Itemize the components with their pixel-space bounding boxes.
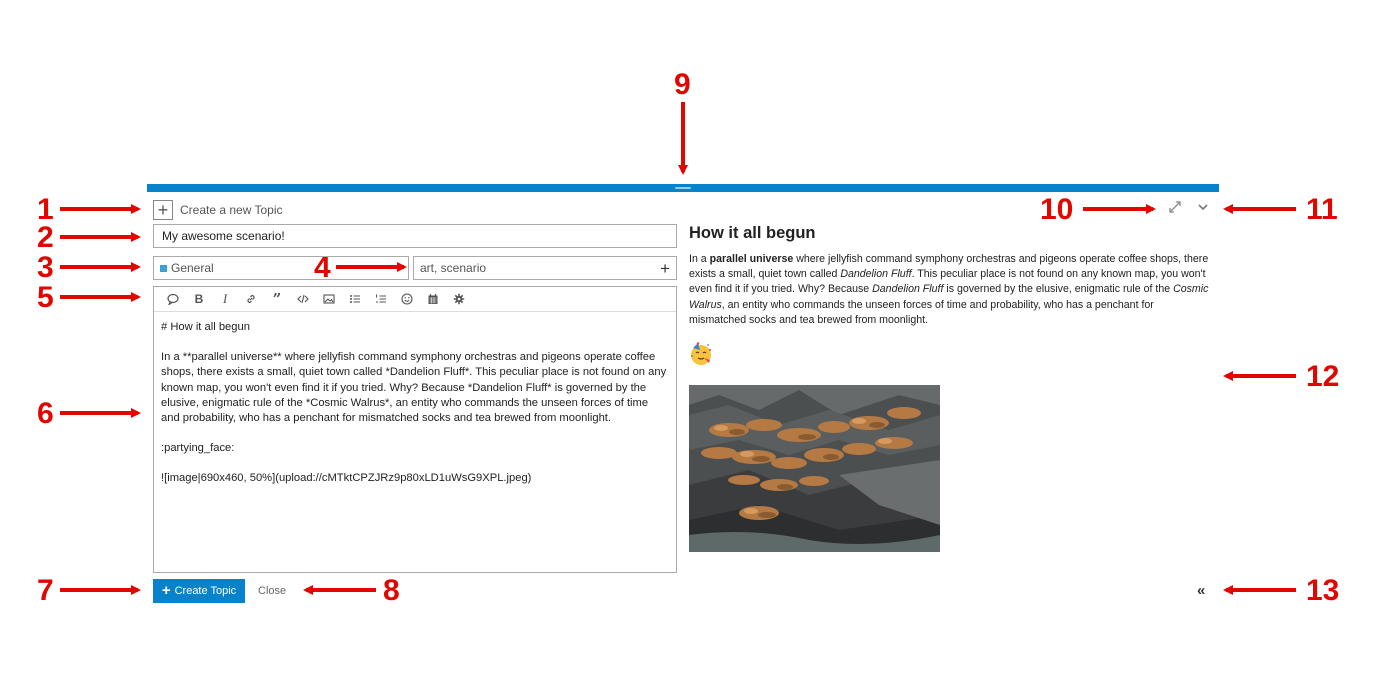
fullscreen-icon[interactable]	[1169, 201, 1181, 216]
quote-icon[interactable]	[160, 287, 186, 312]
editor-line: :partying_face:	[161, 442, 235, 455]
editor-textarea[interactable]	[154, 312, 676, 495]
topic-title-input[interactable]	[153, 224, 677, 248]
editor-line	[161, 426, 669, 441]
emoji-icon[interactable]	[394, 287, 420, 312]
callout-5: 5	[37, 281, 54, 314]
callout-6: 6	[37, 397, 54, 430]
create-topic-label: Create Topic	[174, 585, 237, 597]
preview-pane	[689, 224, 1209, 552]
editor-toolbar	[154, 287, 676, 312]
close-button[interactable]: Close	[258, 585, 287, 597]
blockquote-icon[interactable]: ”	[272, 290, 282, 308]
bullet-list-icon[interactable]	[342, 287, 368, 312]
composer	[147, 184, 1219, 607]
editor-line: # How it all begun	[161, 321, 250, 333]
chevron-down-icon[interactable]	[1197, 201, 1209, 216]
tag-chooser[interactable]	[413, 256, 677, 280]
calendar-icon[interactable]	[420, 287, 446, 312]
category-label: General	[171, 261, 214, 275]
link-icon[interactable]	[238, 287, 264, 312]
category-color-swatch	[160, 265, 167, 272]
add-tag-icon[interactable]: +	[660, 258, 670, 278]
callout-7: 7	[37, 574, 54, 607]
composer-action	[153, 200, 283, 220]
callout-4: 4	[314, 251, 331, 284]
collapse-preview-icon[interactable]: «	[1197, 582, 1206, 599]
gear-icon[interactable]	[446, 287, 472, 312]
callout-10: 10	[1040, 193, 1074, 226]
category-chooser[interactable]	[153, 256, 409, 280]
preview-paragraph: In a parallel universe where jellyfish command symphony orchestras and pigeons operate coffee shops, there exists a small, quiet town called Dandelion Fluff. This peculiar place is not found on any known map, you won't even find it if you tried. Why? Because Dandelion Fluff is governed by the elusive, enigmatic rule of the Cosmic Walrus, an entity who commands the unseen forces of time and probability, who has a penchant for mismatched socks and tea brewed from moonlight.	[689, 253, 1209, 326]
preview-heading: How it all begun	[689, 224, 816, 242]
grip-handle-icon[interactable]	[675, 187, 691, 189]
callout-1: 1	[37, 193, 54, 226]
editor-line	[161, 456, 669, 471]
partying-face-emoji-icon	[689, 342, 713, 366]
callout-8: 8	[383, 574, 400, 607]
callout-2: 2	[37, 221, 54, 254]
create-topic-button[interactable]	[153, 579, 245, 603]
composer-action-title: Create a new Topic	[180, 203, 283, 217]
plus-icon[interactable]: +	[153, 200, 173, 220]
editor-line	[161, 335, 669, 350]
callout-11: 11	[1306, 193, 1338, 226]
plus-icon: +	[161, 582, 171, 599]
image-icon[interactable]	[316, 287, 342, 312]
bold-icon[interactable]: B	[194, 292, 204, 306]
editor	[153, 286, 677, 573]
tags-value: art, scenario	[420, 261, 487, 275]
code-icon[interactable]	[290, 287, 316, 312]
editor-line: ![image|690x460, 50%](upload://cMTktCPZJRz9p80xLD1uWsG9XPL.jpeg)	[161, 472, 532, 485]
callout-9: 9	[674, 68, 691, 101]
callout-3: 3	[37, 251, 54, 284]
numbered-list-icon[interactable]	[368, 287, 394, 312]
callout-12: 12	[1306, 360, 1340, 393]
sea-lions-image	[689, 385, 940, 552]
italic-icon[interactable]: I	[222, 291, 228, 306]
composer-resize-bar[interactable]	[147, 184, 1219, 192]
editor-line: In a **parallel universe** where jellyfish command symphony orchestras and pigeons operate coffee shops, there exists a small, quiet town called *Dandelion Fluff*. This peculiar place is not found on any known map, you won't even find it if you tried. Why? Because *Dandelion Fluff* is governed by the elusive, enigmatic rule of the *Cosmic Walrus*, an entity who commands the unseen forces of time and probability, who has a penchant for mismatched socks and tea brewed from moonlight.	[161, 351, 670, 425]
callout-13: 13	[1306, 574, 1340, 607]
